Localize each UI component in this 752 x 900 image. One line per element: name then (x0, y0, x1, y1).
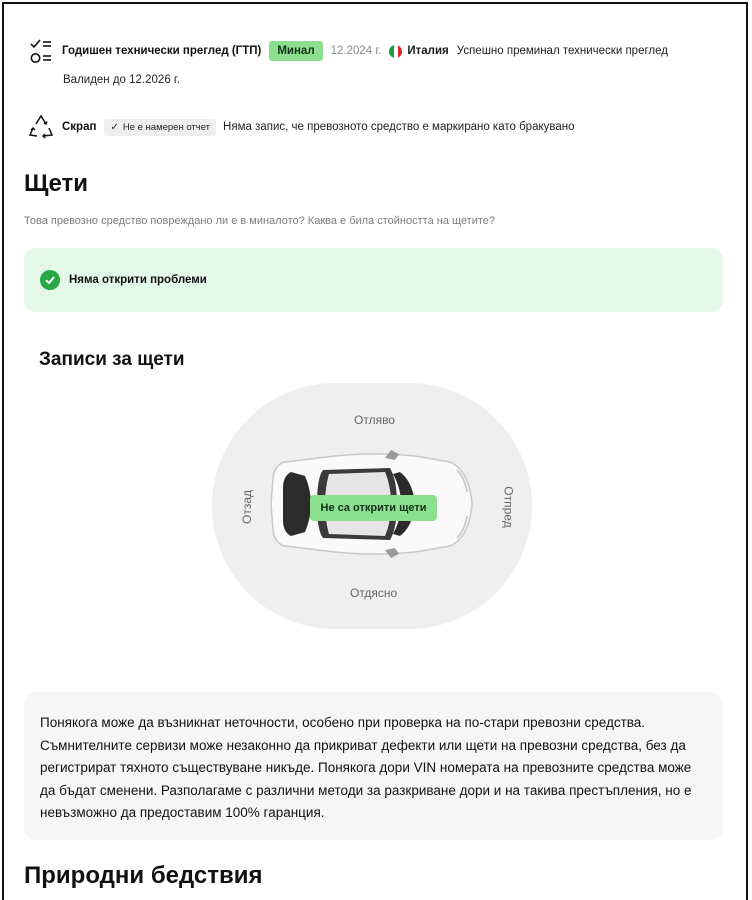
natural-disasters-heading: Природни бедствия (24, 862, 263, 889)
scrap-row (28, 112, 575, 142)
italy-flag-icon (389, 45, 402, 58)
damage-records-heading: Записи за щети (39, 349, 185, 370)
scrap-title: Скрап (62, 121, 97, 133)
status-badge: Минал (269, 41, 322, 61)
damages-description: Това превозно средство повреждано ли е в миналото? Каква е била стойността на щетите? (24, 215, 496, 227)
car-side-label-front: Отпред (501, 486, 516, 528)
check-circle-icon (40, 270, 60, 290)
damages-heading: Щети (24, 170, 88, 197)
inspection-country: Италия (407, 45, 449, 57)
car-side-label-right: Отдясно (350, 586, 398, 600)
disclaimer-text: Понякога може да възникнат неточности, особено при проверка на по-стари превозни средства. Съмнителните сервизи може незаконно да прикриват дефекти или щети на превозни средства, без да регистрират тяхното съществуване никъде. Понякога дори VIN номерата на превозните средства може да бъдат сменени. Разполагаме с различни методи за разкриване дори и на такива престъпления, но е невъзможно да предоставим 100% гаранция. (40, 715, 692, 820)
checklist-icon (28, 36, 54, 66)
accuracy-disclaimer (24, 692, 723, 840)
scrap-description: Няма запис, че превозното средство е маркирано като бракувано (223, 121, 575, 133)
check-icon: ✓ (110, 121, 119, 133)
no-damage-badge: Не са открити щети (310, 495, 437, 521)
inspection-title: Годишен технически преглед (ГТП) (62, 45, 262, 57)
inspection-date: 12.2024 г. (330, 45, 382, 57)
scrap-status-chip (104, 119, 216, 136)
inspection-row (28, 36, 668, 66)
no-issues-banner (24, 248, 723, 312)
no-issues-text: Няма открити проблеми (69, 274, 207, 286)
inspection-description: Успешно преминал технически преглед (456, 45, 668, 57)
car-side-label-left: Отляво (354, 413, 395, 427)
car-side-label-rear: Отзад (240, 489, 255, 525)
recycle-icon (28, 112, 54, 142)
scrap-chip-label: Не е намерен отчет (122, 121, 211, 133)
inspection-valid-until: Валиден до 12.2026 г. (63, 74, 180, 86)
